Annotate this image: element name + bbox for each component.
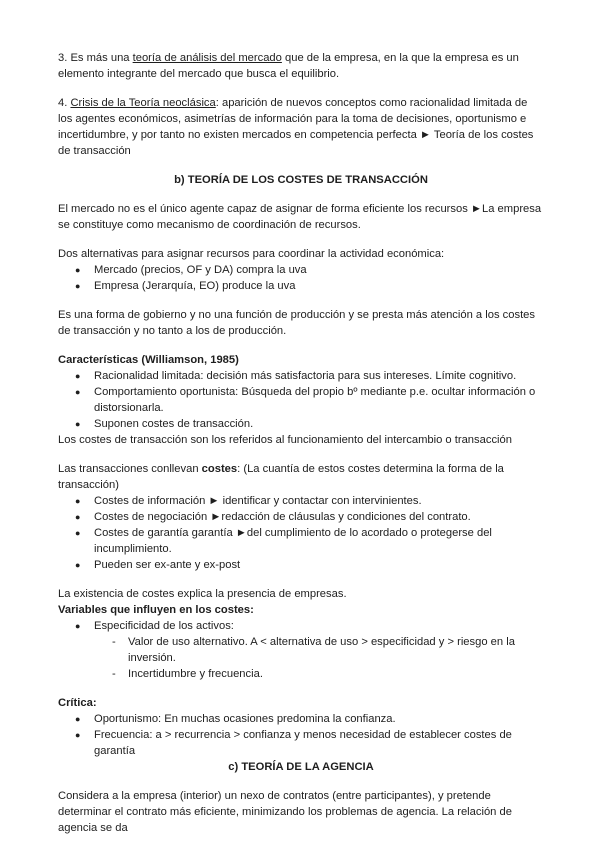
list-item: ● Costes de información ► identificar y contactar con intervinientes. [58,493,544,509]
characteristics-list [58,368,544,432]
section-b-intro: El mercado no es el único agente capaz de asignar de forma eficiente los recursos ►La empresa se constituye como mecanismo de coordinación de recursos. [58,203,542,231]
costs-list [58,493,544,573]
critique-title: Crítica: [58,697,97,709]
list-item: ● Racionalidad limitada: decisión más satisfactoria para sus intereses. Límite cognitivo. [58,368,544,384]
document-page [58,50,544,836]
list-item: ● Suponen costes de transacción. [58,416,544,432]
list-item: ● Comportamiento oportunista: Búsqueda del propio bº mediante p.e. ocultar información o distorsionarla. [58,384,544,416]
costs-intro: Las transacciones conllevan costes: (La cuantía de estos costes determina la forma de la transacción) [58,463,504,491]
underlined-term: Crisis de la Teoría neoclásica [70,97,216,109]
alternatives-title: Dos alternativas para asignar recursos para coordinar la actividad económica: [58,248,445,260]
list-item: ● Costes de garantía garantía ►del cumplimiento de lo acordado o protegerse del incumplimiento. [58,525,544,557]
variables-list [58,618,544,634]
underlined-term: teoría de análisis del mercado [132,52,282,64]
sub-list-item: - Valor de uso alternativo. A < alternativa de uso > especificidad y > riesgo en la inversión. [58,634,544,666]
paragraph-point-4: 4. Crisis de la Teoría neoclásica: aparición de nuevos conceptos como racionalidad limitada de los agentes económicos, asimetrías de información para la toma de decisiones, oportunismo e incertidumbre, y por tanto no existen mercados en competencia perfecta ► Teoría de los costes de transacción [58,97,534,157]
section-c-intro: Considera a la empresa (interior) un nexo de contratos (entre participantes), y pretende determinar el contrato más eficiente, minimizando los problemas de agencia. La relación de agencia se da [58,790,512,834]
section-c-heading: c) TEORÍA DE LA AGENCIA [228,761,374,773]
list-item: ● Oportunismo: En muchas ocasiones predomina la confianza. [58,711,544,727]
list-item: ● Pueden ser ex-ante y ex-post [58,557,544,573]
paragraph-point-3: 3. Es más una teoría de análisis del mercado que de la empresa, en la que la empresa es un elemento integrante del mercado que busca el equilibrio. [58,52,519,80]
alternatives-list [58,262,544,294]
critique-list [58,711,544,759]
definition-paragraph: Los costes de transacción son los referidos al funcionamiento del intercambio o transacción [58,434,512,446]
variables-title: Variables que influyen en los costes: [58,604,254,616]
governance-paragraph: Es una forma de gobierno y no una función de producción y se presta más atención a los costes de transacción y no tanto a los de producción. [58,309,535,337]
list-item: ● Frecuencia: a > recurrencia > confianza y menos necesidad de establecer costes de garantía [58,727,544,759]
sub-list-item: - Incertidumbre y frecuencia. [58,666,544,682]
list-item: ● Especificidad de los activos: [58,618,544,634]
list-item: ● Costes de negociación ►redacción de cláusulas y condiciones del contrato. [58,509,544,525]
list-item: ● Mercado (precios, OF y DA) compra la uva [58,262,544,278]
variables-sublist [58,634,544,682]
section-b-heading: b) TEORÍA DE LOS COSTES DE TRANSACCIÓN [174,174,428,186]
characteristics-title: Características (Williamson, 1985) [58,354,239,366]
list-item: ● Empresa (Jerarquía, EO) produce la uva [58,278,544,294]
existence-paragraph: La existencia de costes explica la presencia de empresas. [58,588,347,600]
